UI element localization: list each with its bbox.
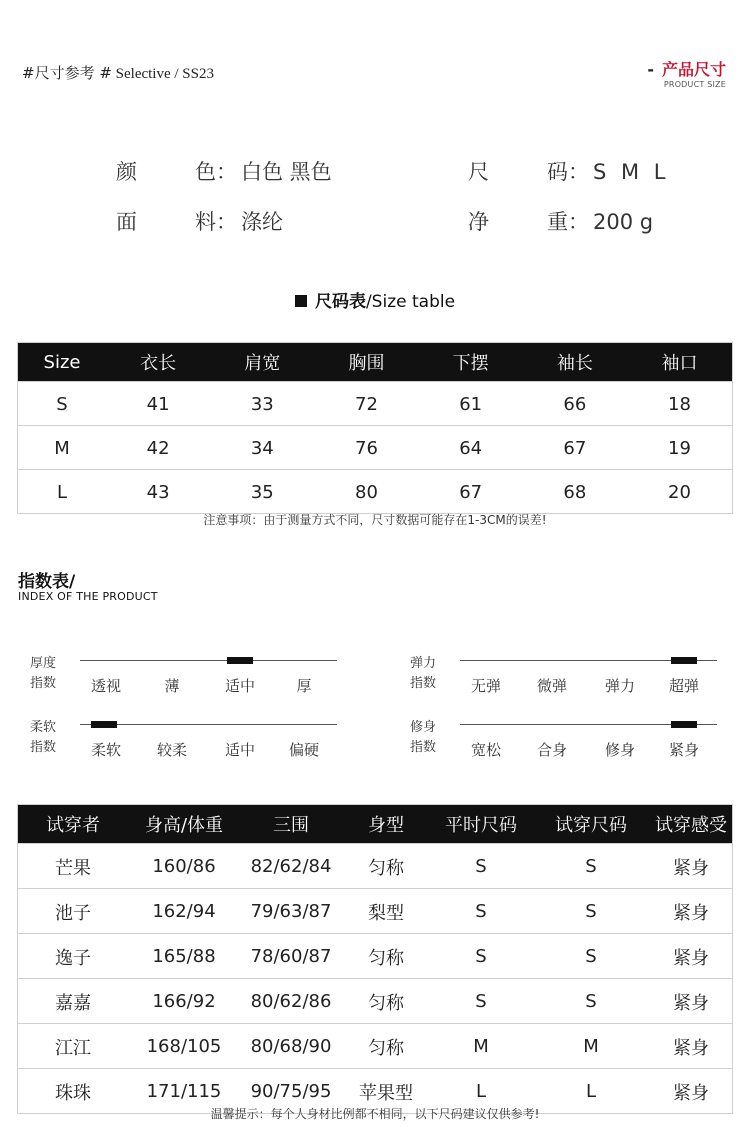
- breadcrumb-tag: [22, 62, 214, 83]
- fit-col-header: 三围: [240, 805, 342, 844]
- scale-fit-label: [410, 718, 436, 758]
- table-cell: 171/115: [128, 1069, 240, 1114]
- table-cell: 80/68/90: [240, 1024, 342, 1069]
- table-cell: L: [18, 470, 107, 514]
- table-row: [18, 844, 733, 889]
- table-cell: 逸子: [18, 934, 129, 979]
- spec-color: [116, 156, 332, 186]
- fit-col-header: 试穿尺码: [532, 805, 650, 844]
- scale-option: 厚: [296, 677, 312, 695]
- table-cell: 67: [523, 426, 627, 470]
- table-cell: S: [430, 844, 532, 889]
- spec-size: [468, 156, 670, 186]
- table-cell: 紧身: [650, 844, 733, 889]
- spec-fabric-label: 面 料: [116, 210, 216, 234]
- table-row: [18, 426, 733, 470]
- table-cell: 池子: [18, 889, 129, 934]
- table-cell: 紧身: [650, 934, 733, 979]
- size-table-heading-en: /Size table: [365, 292, 456, 312]
- scale-softness-track: [80, 724, 337, 725]
- spec-weight-value: 200 g: [593, 210, 654, 234]
- scale-thickness-label: [30, 654, 56, 694]
- table-cell: 168/105: [128, 1024, 240, 1069]
- spec-colon: ：: [568, 160, 589, 184]
- scale-option: 偏硬: [288, 741, 319, 759]
- scale-thickness-marker: [227, 657, 253, 664]
- spec-colon: ：: [216, 210, 237, 234]
- table-cell: 165/88: [128, 934, 240, 979]
- table-cell: 18: [627, 382, 733, 426]
- table-cell: 35: [210, 470, 314, 514]
- scale-label-line2: 指数: [410, 676, 437, 691]
- size-table-heading-zh: 尺码表: [314, 292, 366, 312]
- table-cell: 34: [210, 426, 314, 470]
- table-cell: S: [430, 934, 532, 979]
- spec-colon: ：: [568, 210, 589, 234]
- table-cell: 80: [314, 470, 418, 514]
- scale-label-line1: 厚度: [30, 656, 57, 671]
- index-title: 指数表/: [18, 572, 76, 592]
- fit-col-header: 身型: [342, 805, 430, 844]
- table-cell: S: [430, 889, 532, 934]
- scale-label-line1: 弹力: [410, 656, 437, 671]
- table-cell: 嘉嘉: [18, 979, 129, 1024]
- scale-thickness-track: [80, 660, 337, 661]
- table-cell: 苹果型: [342, 1069, 430, 1114]
- table-cell: 90/75/95: [240, 1069, 342, 1114]
- table-cell: 61: [419, 382, 523, 426]
- section-subtitle: PRODUCT SIZE: [663, 80, 726, 89]
- size-table-note: 注意事项：由于测量方式不同，尺寸数据可能存在1-3CM的误差!: [203, 513, 547, 527]
- table-cell: 72: [314, 382, 418, 426]
- table-cell: M: [532, 1024, 650, 1069]
- table-cell: 19: [627, 426, 733, 470]
- square-bullet-icon: [295, 295, 307, 307]
- fit-table-header-row: [18, 805, 733, 844]
- table-cell: 162/94: [128, 889, 240, 934]
- scale-elasticity-label: [410, 654, 436, 694]
- table-cell: S: [532, 889, 650, 934]
- table-cell: S: [532, 934, 650, 979]
- table-cell: 匀称: [342, 1024, 430, 1069]
- table-cell: 芒果: [18, 844, 129, 889]
- size-col-header: 衣长: [106, 343, 210, 382]
- table-row: [18, 889, 733, 934]
- scale-label-line2: 指数: [410, 740, 437, 755]
- table-cell: 66: [523, 382, 627, 426]
- scale-option: 适中: [224, 677, 255, 695]
- section-title-text: 产品尺寸: [661, 60, 726, 79]
- table-cell: 41: [106, 382, 210, 426]
- table-row: [18, 382, 733, 426]
- tag-prefix: #尺寸参考 #: [22, 64, 112, 82]
- scale-label-line1: 修身: [410, 720, 437, 735]
- table-cell: 67: [419, 470, 523, 514]
- table-cell: 82/62/84: [240, 844, 342, 889]
- scale-fit-marker: [671, 721, 697, 728]
- table-cell: M: [18, 426, 107, 470]
- spec-fabric: [116, 206, 283, 236]
- size-col-header: 袖口: [627, 343, 733, 382]
- size-col-header: 肩宽: [210, 343, 314, 382]
- size-table-header-row: [18, 343, 733, 382]
- size-col-header: 袖长: [523, 343, 627, 382]
- table-cell: 42: [106, 426, 210, 470]
- table-row: [18, 470, 733, 514]
- table-cell: S: [18, 382, 107, 426]
- fit-col-header: 平时尺码: [430, 805, 532, 844]
- section-title: [647, 57, 726, 80]
- table-cell: 79/63/87: [240, 889, 342, 934]
- spec-color-label: 颜 色: [116, 160, 216, 184]
- table-cell: 匀称: [342, 844, 430, 889]
- scale-option: 弹力: [604, 677, 635, 695]
- table-cell: 160/86: [128, 844, 240, 889]
- scale-option: 宽松: [470, 741, 501, 759]
- scale-option: 微弹: [536, 677, 567, 695]
- scale-option: 薄: [164, 677, 180, 695]
- scale-option: 适中: [224, 741, 255, 759]
- table-cell: M: [430, 1024, 532, 1069]
- table-cell: 紧身: [650, 979, 733, 1024]
- tag-suffix: Selective / SS23: [111, 66, 214, 82]
- scale-softness-marker: [91, 721, 117, 728]
- scale-label-line1: 柔软: [30, 720, 57, 735]
- table-cell: 166/92: [128, 979, 240, 1024]
- table-cell: 43: [106, 470, 210, 514]
- spec-size-value: S M L: [593, 160, 670, 184]
- index-subtitle: INDEX OF THE PRODUCT: [18, 590, 158, 603]
- table-cell: 76: [314, 426, 418, 470]
- spec-size-label: 尺 码: [468, 160, 568, 184]
- fit-col-header: 试穿者: [18, 805, 129, 844]
- table-cell: 紧身: [650, 1024, 733, 1069]
- scale-option: 较柔: [156, 741, 187, 759]
- table-cell: L: [430, 1069, 532, 1114]
- size-col-header: 胸围: [314, 343, 418, 382]
- table-cell: 78/60/87: [240, 934, 342, 979]
- table-cell: 匀称: [342, 979, 430, 1024]
- scale-option: 透视: [90, 677, 121, 695]
- table-cell: 33: [210, 382, 314, 426]
- size-table: [17, 342, 733, 514]
- table-cell: 20: [627, 470, 733, 514]
- table-cell: S: [532, 979, 650, 1024]
- fit-col-header: 试穿感受: [650, 805, 733, 844]
- table-row: [18, 1024, 733, 1069]
- spec-weight: [468, 206, 653, 236]
- spec-weight-label: 净 重: [468, 210, 568, 234]
- table-cell: S: [532, 844, 650, 889]
- size-table-heading: [0, 287, 750, 312]
- scale-option: 超弹: [668, 677, 699, 695]
- table-cell: 紧身: [650, 1069, 733, 1114]
- table-row: [18, 979, 733, 1024]
- scale-elasticity-marker: [671, 657, 697, 664]
- scale-option: 紧身: [668, 741, 699, 759]
- table-cell: L: [532, 1069, 650, 1114]
- table-row: [18, 934, 733, 979]
- fit-col-header: 身高/体重: [128, 805, 240, 844]
- scale-label-line2: 指数: [30, 740, 57, 755]
- fit-table: [17, 804, 733, 1114]
- table-cell: 80/62/86: [240, 979, 342, 1024]
- spec-colon: ：: [216, 160, 237, 184]
- table-cell: 64: [419, 426, 523, 470]
- scale-softness-label: [30, 718, 56, 758]
- spec-color-value: 白色 黑色: [241, 160, 332, 184]
- table-cell: 江江: [18, 1024, 129, 1069]
- spec-fabric-value: 涤纶: [241, 210, 283, 234]
- size-col-header: Size: [18, 343, 107, 382]
- section-dash: -: [647, 60, 654, 79]
- fit-table-note: 温馨提示：每个人身材比例都不相同，以下尺码建议仅供参考!: [210, 1107, 540, 1121]
- table-cell: 匀称: [342, 934, 430, 979]
- table-cell: 紧身: [650, 889, 733, 934]
- table-cell: 梨型: [342, 889, 430, 934]
- scale-option: 柔软: [90, 741, 121, 759]
- scale-option: 无弹: [470, 677, 501, 695]
- scale-label-line2: 指数: [30, 676, 57, 691]
- table-cell: 珠珠: [18, 1069, 129, 1114]
- scale-option: 合身: [536, 741, 567, 759]
- table-cell: 68: [523, 470, 627, 514]
- table-cell: S: [430, 979, 532, 1024]
- scale-option: 修身: [604, 741, 635, 759]
- size-col-header: 下摆: [419, 343, 523, 382]
